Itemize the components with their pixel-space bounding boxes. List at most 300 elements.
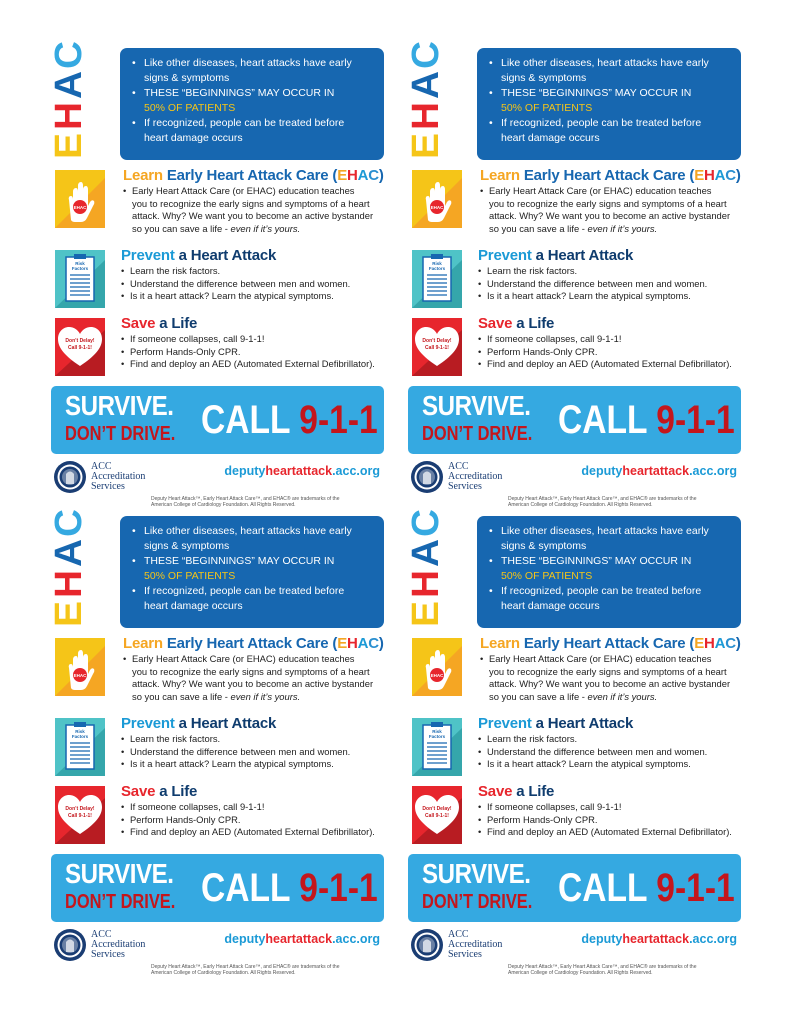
intro-box: [477, 516, 741, 628]
ehac-letter-a: A: [405, 71, 447, 99]
learn-line: [480, 691, 752, 704]
learn-list: [123, 653, 395, 703]
learn-body: [480, 634, 752, 703]
acc-line-3: Services: [448, 949, 482, 960]
intro-line: • If recognized, people can be treated before: [130, 116, 374, 131]
save-item: • If someone collapses, call 9-1-1!: [121, 801, 393, 814]
survive-banner: [408, 854, 741, 922]
clipboard-icon-label-1: Risk: [75, 729, 85, 734]
save-section: [402, 782, 747, 848]
learn-line: • Early Heart Attack Care (or EHAC) education teaches: [123, 653, 395, 666]
acc-line-2: Accreditation: [91, 939, 146, 950]
prevent-title-verb: Prevent: [478, 715, 536, 732]
prevent-section: [402, 714, 747, 778]
hand-icon: [412, 638, 462, 696]
dont-drive-text: DON’T DRIVE.: [65, 891, 176, 913]
hand-icon-label: EHAC: [430, 673, 444, 678]
call-label: CALL: [558, 866, 657, 910]
ehac-card-bottom-right: [402, 508, 747, 976]
learn-title-c: C: [725, 167, 736, 184]
intro-line: heart damage occurs: [144, 132, 243, 144]
learn-emphasis: even if it’s yours.: [587, 222, 658, 234]
save-title-rest: a Life: [159, 315, 198, 332]
call-text: [558, 864, 735, 912]
intro-line: signs & symptoms: [501, 72, 587, 84]
survive-text: SURVIVE.: [65, 390, 174, 421]
prevent-item: • Learn the risk factors.: [121, 265, 393, 278]
learn-line-text: so you can save a life -: [489, 222, 588, 234]
trademark-line-1: Deputy Heart Attack™, Early Heart Attack Care™, and EHAC® are trademarks of the: [151, 496, 340, 502]
intro-line: • THESE “BEGINNINGS” MAY OCCUR IN: [130, 554, 374, 569]
save-section: [402, 314, 747, 380]
ehac-letter-c: C: [48, 509, 90, 537]
hand-icon: [55, 638, 105, 696]
trademark-notice: [151, 964, 381, 976]
save-item: • If someone collapses, call 9-1-1!: [478, 333, 750, 346]
save-body: [121, 782, 393, 839]
acc-line-2: Accreditation: [91, 471, 146, 482]
learn-line: • Early Heart Attack Care (or EHAC) education teaches: [480, 653, 752, 666]
url-part-1: deputy: [224, 464, 266, 478]
prevent-item: • Is it a heart attack? Learn the atypical symptoms.: [121, 758, 393, 771]
prevent-item: • Understand the difference between men and women.: [478, 278, 750, 291]
save-section: [45, 314, 390, 380]
intro-line: • Like other diseases, heart attacks have early: [487, 56, 731, 71]
learn-title: [123, 166, 395, 185]
learn-title-close: ): [735, 635, 741, 652]
heart-icon: [412, 786, 462, 844]
heart-icon-label-2: Call 9-1-1!: [425, 813, 449, 819]
save-title-verb: Save: [121, 315, 160, 332]
learn-line: attack. Why? We want you to become an active bystander: [132, 678, 374, 689]
save-item: • If someone collapses, call 9-1-1!: [121, 333, 393, 346]
card-footer: [408, 460, 741, 508]
learn-title-close: ): [735, 167, 741, 184]
clipboard-icon: [55, 250, 105, 308]
learn-line: attack. Why? We want you to become an active bystander: [132, 210, 374, 221]
call-number: 9-1-1: [299, 398, 378, 442]
intro-list: [130, 56, 374, 146]
acc-seal-icon: [53, 928, 87, 962]
intro-highlight: 50% OF PATIENTS: [144, 102, 236, 114]
ehac-letter-c: C: [48, 41, 90, 69]
heart-icon-label-1: Don’t Delay!: [65, 338, 95, 344]
save-title: [121, 314, 393, 333]
url-part-1: deputy: [224, 932, 266, 946]
acc-seal-icon: [410, 460, 444, 494]
learn-title-h: H: [704, 635, 715, 652]
heart-icon-label-2: Call 9-1-1!: [68, 345, 92, 351]
prevent-item: • Is it a heart attack? Learn the atypical symptoms.: [478, 758, 750, 771]
learn-body: [123, 634, 395, 703]
heart-icon-label-2: Call 9-1-1!: [68, 813, 92, 819]
save-section: [45, 782, 390, 848]
learn-title-a: A: [714, 167, 726, 184]
intro-highlight: 50% OF PATIENTS: [501, 102, 593, 114]
prevent-body: [121, 246, 393, 303]
learn-emphasis: even if it’s yours.: [230, 222, 301, 234]
ehac-letter-h: H: [48, 102, 90, 130]
save-item: • Find and deploy an AED (Automated External Defibrillator).: [478, 826, 750, 839]
intro-highlight: 50% OF PATIENTS: [501, 570, 593, 582]
learn-title-e: E: [337, 167, 347, 184]
clipboard-icon-label-2: Factors: [428, 266, 446, 271]
card-footer: [51, 928, 384, 976]
ehac-vertical-logo: [402, 40, 472, 160]
prevent-section: [402, 246, 747, 310]
website-link[interactable]: [224, 932, 380, 946]
ehac-letter-e: E: [48, 133, 90, 159]
ehac-card-bottom-left: [45, 508, 390, 976]
trademark-line-1: Deputy Heart Attack™, Early Heart Attack Care™, and EHAC® are trademarks of the: [151, 964, 340, 970]
clipboard-icon: [55, 718, 105, 776]
intro-line: • If recognized, people can be treated before: [130, 584, 374, 599]
hand-icon-label: EHAC: [73, 673, 87, 678]
learn-list: [480, 653, 752, 703]
save-list: [478, 801, 750, 839]
learn-title: [480, 166, 752, 185]
learn-title-a: A: [714, 635, 726, 652]
survive-text: SURVIVE.: [65, 858, 174, 889]
learn-line: you to recognize the early signs and symptoms of a heart: [489, 197, 727, 209]
intro-highlight: 50% OF PATIENTS: [144, 570, 236, 582]
dont-drive-text: DON’T DRIVE.: [65, 423, 176, 445]
ehac-letter-h: H: [405, 102, 447, 130]
url-part-2: heartattack: [622, 464, 690, 478]
intro-line: • If recognized, people can be treated before: [487, 116, 731, 131]
save-item: • Find and deploy an AED (Automated External Defibrillator).: [478, 358, 750, 371]
ehac-letter-e: E: [405, 133, 447, 159]
heart-icon: [412, 318, 462, 376]
hand-icon-label: EHAC: [430, 205, 444, 210]
heart-icon: [55, 786, 105, 844]
ehac-letter-a: A: [48, 539, 90, 567]
save-list: [121, 801, 393, 839]
prevent-title-rest: a Heart Attack: [535, 247, 634, 264]
learn-line: • Early Heart Attack Care (or EHAC) education teaches: [123, 185, 395, 198]
learn-title-c: C: [725, 635, 736, 652]
clipboard-icon-label-1: Risk: [432, 729, 442, 734]
learn-title-h: H: [347, 167, 358, 184]
learn-list: [480, 185, 752, 235]
acc-line-3: Services: [91, 481, 125, 492]
prevent-list: [121, 265, 393, 303]
trademark-line-2: American College of Cardiology Foundation. All Rights Reserved.: [508, 970, 653, 976]
ehac-vertical-logo: [402, 508, 472, 628]
prevent-list: [121, 733, 393, 771]
survive-text: SURVIVE.: [422, 858, 531, 889]
intro-line: signs & symptoms: [501, 540, 587, 552]
intro-line: heart damage occurs: [144, 600, 243, 612]
call-label: CALL: [201, 398, 300, 442]
save-item: • Find and deploy an AED (Automated External Defibrillator).: [121, 826, 393, 839]
trademark-notice: [151, 496, 381, 508]
save-body: [478, 782, 750, 839]
learn-body: [480, 166, 752, 235]
call-label: CALL: [558, 398, 657, 442]
learn-title-c: C: [368, 635, 379, 652]
learn-line: [123, 691, 395, 704]
learn-title-verb: Learn: [480, 635, 524, 652]
learn-line: you to recognize the early signs and symptoms of a heart: [132, 197, 370, 209]
trademark-line-2: American College of Cardiology Foundation. All Rights Reserved.: [151, 502, 296, 508]
learn-title-e: E: [337, 635, 347, 652]
learn-title: [480, 634, 752, 653]
prevent-list: [478, 265, 750, 303]
acc-line-2: Accreditation: [448, 939, 503, 950]
learn-title-a: A: [357, 167, 369, 184]
learn-title-rest: Early Heart Attack Care (: [523, 635, 695, 652]
prevent-item: • Understand the difference between men and women.: [121, 746, 393, 759]
learn-title: [123, 634, 395, 653]
call-number: 9-1-1: [656, 866, 735, 910]
intro-box: [120, 48, 384, 160]
intro-list: [487, 524, 731, 614]
intro-line: • THESE “BEGINNINGS” MAY OCCUR IN: [130, 86, 374, 101]
learn-list: [123, 185, 395, 235]
ehac-letter-c: C: [405, 509, 447, 537]
prevent-item: • Understand the difference between men and women.: [478, 746, 750, 759]
save-title-verb: Save: [478, 315, 517, 332]
ehac-card-top-right: [402, 40, 747, 508]
ehac-letter-h: H: [405, 570, 447, 598]
dont-drive-text: DON’T DRIVE.: [422, 891, 533, 913]
prevent-item: • Learn the risk factors.: [478, 265, 750, 278]
learn-section: [45, 166, 390, 242]
save-item: • If someone collapses, call 9-1-1!: [478, 801, 750, 814]
clipboard-icon: [412, 718, 462, 776]
ehac-card-top-left: [45, 40, 390, 508]
acc-seal-icon: [53, 460, 87, 494]
intro-line: • THESE “BEGINNINGS” MAY OCCUR IN: [487, 554, 731, 569]
learn-title-c: C: [368, 167, 379, 184]
trademark-line-1: Deputy Heart Attack™, Early Heart Attack Care™, and EHAC® are trademarks of the: [508, 964, 697, 970]
clipboard-icon-label-1: Risk: [432, 261, 442, 266]
call-text: [201, 396, 378, 444]
clipboard-icon-label-2: Factors: [71, 734, 89, 739]
prevent-title-rest: a Heart Attack: [178, 247, 277, 264]
prevent-item: • Learn the risk factors.: [478, 733, 750, 746]
ehac-letter-h: H: [48, 570, 90, 598]
prevent-title-rest: a Heart Attack: [178, 715, 277, 732]
url-part-3: .acc.org: [332, 932, 380, 946]
acc-line-1: ACC: [448, 461, 469, 472]
save-body: [478, 314, 750, 371]
save-title-rest: a Life: [159, 783, 198, 800]
learn-section: [45, 634, 390, 710]
url-part-2: heartattack: [265, 932, 333, 946]
save-title-rest: a Life: [516, 315, 555, 332]
learn-title-verb: Learn: [123, 635, 167, 652]
call-number: 9-1-1: [656, 398, 735, 442]
survive-banner: [51, 854, 384, 922]
intro-line: • THESE “BEGINNINGS” MAY OCCUR IN: [487, 86, 731, 101]
acc-wordmark: [448, 462, 502, 492]
prevent-body: [121, 714, 393, 771]
heart-icon-label-1: Don’t Delay!: [422, 806, 452, 812]
intro-line: signs & symptoms: [144, 72, 230, 84]
acc-wordmark: [91, 462, 145, 492]
card-footer: [408, 928, 741, 976]
prevent-section: [45, 246, 390, 310]
url-part-1: deputy: [581, 464, 623, 478]
learn-line: attack. Why? We want you to become an active bystander: [489, 678, 731, 689]
call-number: 9-1-1: [299, 866, 378, 910]
learn-title-e: E: [694, 635, 704, 652]
acc-line-3: Services: [448, 481, 482, 492]
prevent-body: [478, 714, 750, 771]
learn-section: [402, 166, 747, 242]
heart-icon: [55, 318, 105, 376]
ehac-vertical-logo: [45, 508, 115, 628]
save-body: [121, 314, 393, 371]
prevent-title-rest: a Heart Attack: [535, 715, 634, 732]
learn-line-text: so you can save a life -: [132, 690, 231, 702]
website-link[interactable]: [581, 932, 737, 946]
save-title-verb: Save: [121, 783, 160, 800]
url-part-1: deputy: [581, 932, 623, 946]
learn-title-rest: Early Heart Attack Care (: [166, 635, 338, 652]
learn-title-a: A: [357, 635, 369, 652]
learn-line: • Early Heart Attack Care (or EHAC) education teaches: [480, 185, 752, 198]
clipboard-icon-label-2: Factors: [428, 734, 446, 739]
intro-line: • Like other diseases, heart attacks have early: [130, 56, 374, 71]
save-item: • Perform Hands-Only CPR.: [121, 346, 393, 359]
save-list: [478, 333, 750, 371]
learn-line: you to recognize the early signs and symptoms of a heart: [489, 665, 727, 677]
intro-line: heart damage occurs: [501, 132, 600, 144]
intro-line: heart damage occurs: [501, 600, 600, 612]
hand-icon-label: EHAC: [73, 205, 87, 210]
acc-line-1: ACC: [91, 929, 112, 940]
ehac-letter-c: C: [405, 41, 447, 69]
call-text: [201, 864, 378, 912]
survive-banner: [408, 386, 741, 454]
clipboard-icon-label-2: Factors: [71, 266, 89, 271]
prevent-title: [478, 246, 750, 265]
learn-title-h: H: [704, 167, 715, 184]
trademark-notice: [508, 964, 738, 976]
url-part-3: .acc.org: [689, 464, 737, 478]
prevent-section: [45, 714, 390, 778]
prevent-title-verb: Prevent: [121, 715, 179, 732]
prevent-title: [478, 714, 750, 733]
website-link[interactable]: [224, 464, 380, 478]
prevent-item: • Understand the difference between men and women.: [121, 278, 393, 291]
prevent-list: [478, 733, 750, 771]
save-item: • Perform Hands-Only CPR.: [478, 346, 750, 359]
acc-line-2: Accreditation: [448, 471, 503, 482]
intro-list: [487, 56, 731, 146]
learn-title-h: H: [347, 635, 358, 652]
save-item: • Perform Hands-Only CPR.: [121, 814, 393, 827]
trademark-line-2: American College of Cardiology Foundation. All Rights Reserved.: [508, 502, 653, 508]
prevent-title: [121, 714, 393, 733]
url-part-3: .acc.org: [689, 932, 737, 946]
survive-text: SURVIVE.: [422, 390, 531, 421]
ehac-letter-e: E: [48, 601, 90, 627]
learn-title-rest: Early Heart Attack Care (: [166, 167, 338, 184]
learn-line-text: so you can save a life -: [132, 222, 231, 234]
save-title-verb: Save: [478, 783, 517, 800]
survive-banner: [51, 386, 384, 454]
prevent-item: • Learn the risk factors.: [121, 733, 393, 746]
prevent-item: • Is it a heart attack? Learn the atypical symptoms.: [121, 290, 393, 303]
learn-title-verb: Learn: [480, 167, 524, 184]
save-item: • Find and deploy an AED (Automated External Defibrillator).: [121, 358, 393, 371]
save-title: [121, 782, 393, 801]
learn-line: attack. Why? We want you to become an active bystander: [489, 210, 731, 221]
prevent-item: • Is it a heart attack? Learn the atypical symptoms.: [478, 290, 750, 303]
card-footer: [51, 460, 384, 508]
save-title: [478, 314, 750, 333]
intro-line: • Like other diseases, heart attacks have early: [130, 524, 374, 539]
heart-icon-label-1: Don’t Delay!: [422, 338, 452, 344]
call-label: CALL: [201, 866, 300, 910]
dont-drive-text: DON’T DRIVE.: [422, 423, 533, 445]
learn-line: [123, 223, 395, 236]
website-link[interactable]: [581, 464, 737, 478]
acc-line-1: ACC: [448, 929, 469, 940]
save-list: [121, 333, 393, 371]
save-title-rest: a Life: [516, 783, 555, 800]
ehac-letter-a: A: [405, 539, 447, 567]
save-title: [478, 782, 750, 801]
url-part-2: heartattack: [622, 932, 690, 946]
ehac-letter-e: E: [405, 601, 447, 627]
intro-line: • If recognized, people can be treated before: [487, 584, 731, 599]
intro-line: • Like other diseases, heart attacks have early: [487, 524, 731, 539]
url-part-3: .acc.org: [332, 464, 380, 478]
intro-box: [120, 516, 384, 628]
hand-icon: [412, 170, 462, 228]
call-text: [558, 396, 735, 444]
learn-title-e: E: [694, 167, 704, 184]
intro-list: [130, 524, 374, 614]
save-item: • Perform Hands-Only CPR.: [478, 814, 750, 827]
acc-wordmark: [91, 930, 145, 960]
heart-icon-label-2: Call 9-1-1!: [425, 345, 449, 351]
learn-title-rest: Early Heart Attack Care (: [523, 167, 695, 184]
acc-line-3: Services: [91, 949, 125, 960]
learn-emphasis: even if it’s yours.: [230, 690, 301, 702]
intro-line: signs & symptoms: [144, 540, 230, 552]
learn-line: [480, 223, 752, 236]
learn-emphasis: even if it’s yours.: [587, 690, 658, 702]
prevent-title-verb: Prevent: [478, 247, 536, 264]
learn-title-verb: Learn: [123, 167, 167, 184]
prevent-title: [121, 246, 393, 265]
trademark-notice: [508, 496, 738, 508]
clipboard-icon-label-1: Risk: [75, 261, 85, 266]
trademark-line-1: Deputy Heart Attack™, Early Heart Attack Care™, and EHAC® are trademarks of the: [508, 496, 697, 502]
acc-wordmark: [448, 930, 502, 960]
trademark-line-2: American College of Cardiology Foundation. All Rights Reserved.: [151, 970, 296, 976]
heart-icon-label-1: Don’t Delay!: [65, 806, 95, 812]
learn-line-text: so you can save a life -: [489, 690, 588, 702]
ehac-vertical-logo: [45, 40, 115, 160]
hand-icon: [55, 170, 105, 228]
acc-seal-icon: [410, 928, 444, 962]
ehac-letter-a: A: [48, 71, 90, 99]
learn-body: [123, 166, 395, 235]
learn-title-close: ): [378, 167, 384, 184]
url-part-2: heartattack: [265, 464, 333, 478]
intro-box: [477, 48, 741, 160]
learn-section: [402, 634, 747, 710]
clipboard-icon: [412, 250, 462, 308]
prevent-body: [478, 246, 750, 303]
